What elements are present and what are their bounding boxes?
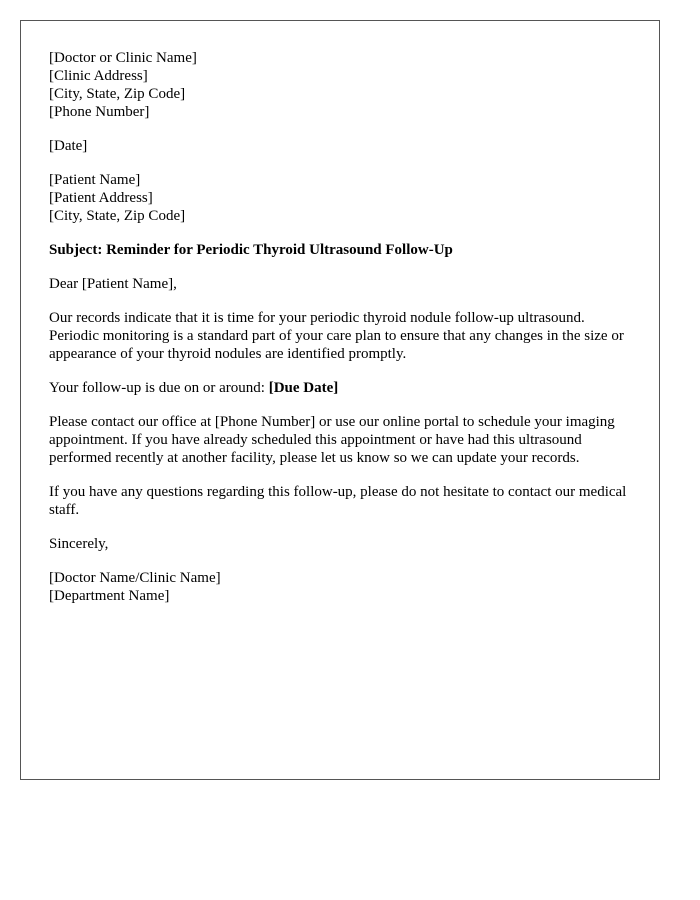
signature-block	[49, 569, 631, 605]
signature-department: [Department Name]	[49, 588, 170, 604]
closing: Sincerely,	[49, 536, 109, 552]
due-date-paragraph	[49, 379, 631, 397]
date-block	[49, 137, 631, 155]
body-paragraph-records: Our records indicate that it is time for your periodic thyroid nodule follow-up ultrasound. Periodic monitoring is a standard part of your care plan to ensure that any changes in the size or appearance of your thyroid nodules are identified promptly.	[49, 310, 624, 362]
due-date-value: [Due Date]	[268, 380, 339, 396]
letter-page	[20, 20, 660, 780]
sender-address: [Clinic Address]	[49, 68, 148, 84]
sender-name: [Doctor or Clinic Name]	[49, 50, 197, 66]
subject-line: Subject: Reminder for Periodic Thyroid Ultrasound Follow-Up	[49, 242, 453, 258]
recipient-block	[49, 171, 631, 225]
letter-date: [Date]	[49, 138, 88, 154]
sender-block	[49, 49, 631, 121]
sender-phone: [Phone Number]	[49, 104, 150, 120]
signature-name: [Doctor Name/Clinic Name]	[49, 570, 221, 586]
due-date-label: Your follow-up is due on or around:	[49, 380, 269, 396]
sender-city-state-zip: [City, State, Zip Code]	[49, 86, 186, 102]
salutation: Dear [Patient Name],	[49, 276, 177, 292]
body-paragraph-questions: If you have any questions regarding this follow-up, please do not hesitate to contact our medical staff.	[49, 484, 627, 518]
recipient-city-state-zip: [City, State, Zip Code]	[49, 208, 186, 224]
recipient-address: [Patient Address]	[49, 190, 153, 206]
body-paragraph-contact: Please contact our office at [Phone Number] or use our online portal to schedule your imaging appointment. If you have already scheduled this appointment or have had this ultrasound performed recently at another facility, please let us know so we can update your records.	[49, 414, 615, 466]
recipient-name: [Patient Name]	[49, 172, 141, 188]
